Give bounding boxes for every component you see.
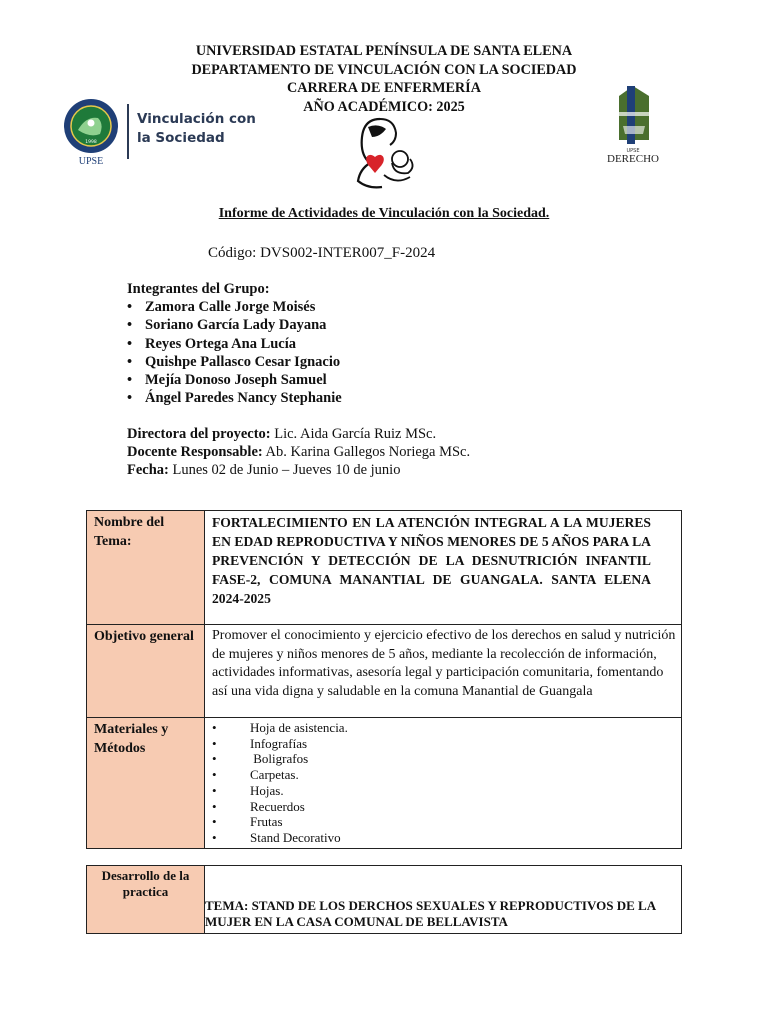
- materials-label: Materiales y Métodos: [87, 718, 205, 849]
- project-info-table: [86, 510, 682, 849]
- director-row: Directora del proyecto: Lic. Aida García Ruiz MSc.: [127, 426, 437, 442]
- staff-section: [127, 425, 470, 480]
- theme-label: Nombre del Tema:: [87, 511, 205, 625]
- header-academic-year: AÑO ACADÉMICO: 2025: [303, 98, 465, 115]
- vinculacion-divider: [127, 104, 129, 159]
- report-code: Código: DVS002-INTER007_F-2024: [208, 245, 436, 261]
- list-item: • Hojas.: [212, 782, 284, 798]
- header-university: UNIVERSIDAD ESTATAL PENÍNSULA DE SANTA ELENA: [195, 43, 573, 59]
- list-item: • Quishpe Pallasco Cesar Ignacio: [127, 353, 341, 370]
- theme-cell: [205, 511, 682, 625]
- list-item: • Recuerdos: [212, 798, 305, 814]
- list-item: • Hoja de asistencia.: [212, 720, 348, 735]
- mother-child-logo: [350, 115, 422, 193]
- derecho-logo: [597, 82, 669, 168]
- development-label: Desarrollo de la practica: [87, 866, 205, 934]
- objective-label: Objetivo general: [87, 625, 205, 718]
- list-item: • Stand Decorativo: [212, 829, 341, 845]
- upse-seal-logo: [62, 98, 120, 166]
- list-item: • Ángel Paredes Nancy Stephanie: [127, 390, 342, 407]
- list-item: • Reyes Ortega Ana Lucía: [127, 335, 297, 352]
- header-department: DEPARTAMENTO DE VINCULACIÓN CON LA SOCIEDAD: [191, 61, 577, 78]
- theme-value: FORTALECIMIENTO EN LA ATENCIÓN INTEGRAL A LA MUJERES EN EDAD REPRODUCTIVA Y NIÑOS MENORES DE 5 AÑOS PARA LA PREVENCIÓN Y DETECCIÓN DE LA DESNUTRICIÓN INFANTIL FASE-2, COMUNA MANANTIAL DE GUANGALA. SANTA ELENA 2024-2025: [212, 515, 651, 606]
- report-title: Informe de Actividades de Vinculación con la Sociedad.: [218, 206, 550, 221]
- svg-text:UPSE: UPSE: [78, 156, 104, 166]
- table-row: [87, 718, 682, 849]
- list-item: • Frutas: [212, 814, 283, 830]
- objective-value: Promover el conocimiento y ejercicio efectivo de los derechos en salud y nutrición de mujeres y niños menores de 5 años, mediante la recolección de información, actividades informativas, asesoría legal y participación comunitaria, fomentando así una vida digna y saludable en la comuna Manantial de Guangala: [212, 628, 676, 699]
- list-item: • Boligrafos: [212, 751, 309, 767]
- table-row: [87, 625, 682, 718]
- materials-cell: [205, 718, 682, 849]
- development-value: TEMA: STAND DE LOS DERCHOS SEXUALES Y REPRODUCTIVOS DE LA MUJER EN LA CASA COMUNAL DE BELLAVISTA: [205, 866, 682, 934]
- svg-text:DERECHO: DERECHO: [607, 153, 659, 165]
- header-career: CARRERA DE ENFERMERÍA: [287, 80, 481, 96]
- objective-cell: [205, 625, 682, 718]
- list-item: • Zamora Calle Jorge Moisés: [127, 299, 316, 316]
- group-members-section: [127, 280, 342, 407]
- svg-text:1998: 1998: [85, 140, 97, 145]
- list-item: • Carpetas.: [212, 767, 299, 783]
- group-title: Integrantes del Grupo:: [127, 281, 270, 297]
- list-item: • Infografías: [212, 735, 308, 751]
- list-item: • Mejía Donoso Joseph Samuel: [127, 372, 327, 389]
- teacher-row: Docente Responsable: Ab. Karina Gallegos Noriega MSc.: [127, 444, 471, 461]
- development-table: [86, 865, 682, 934]
- vinculacion-logo-text: Vinculación con la Sociedad: [137, 111, 256, 146]
- table-row: [87, 511, 682, 625]
- svg-text:UPSE: UPSE: [626, 148, 640, 154]
- materials-list: [212, 720, 681, 846]
- list-item: • Soriano García Lady Dayana: [127, 317, 327, 334]
- table-row: [87, 866, 682, 934]
- date-row: Fecha: Lunes 02 de Junio – Jueves 10 de junio: [127, 462, 401, 479]
